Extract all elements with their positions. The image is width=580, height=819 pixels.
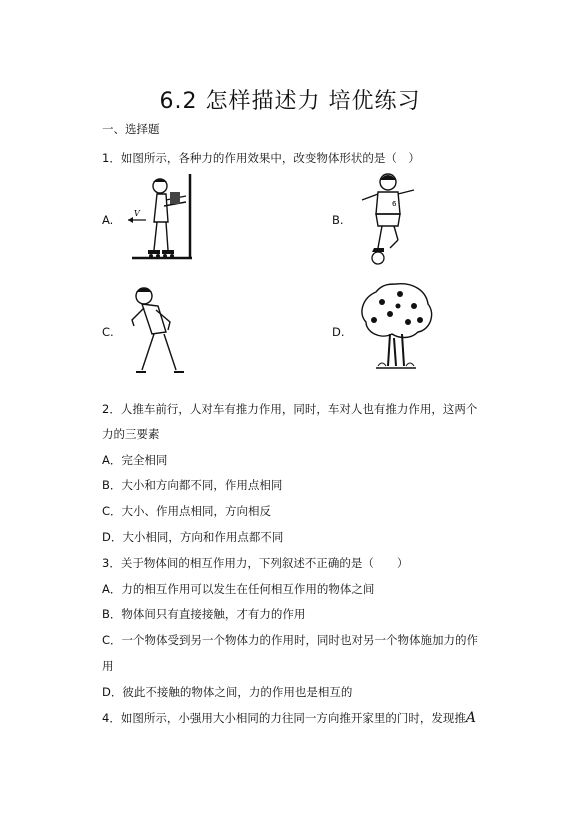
svg-text:6: 6 (392, 200, 397, 208)
svg-text:V: V (134, 209, 140, 218)
q2-option-d: D．大小相同，方向和作用点都不同 (102, 530, 284, 544)
question-4-stem-text: 4．如图所示，小强用大小相同的力往同一方向推开家里的门时，发现推 (102, 711, 466, 725)
section-heading: 一、选择题 (102, 122, 160, 136)
q1-option-a-label: A. (102, 213, 114, 227)
q3-option-c: C．一个物体受到另一个物体力的作用时，同时也对另一个物体施加力的作 (102, 633, 479, 647)
figure-d-fruit-tree (356, 280, 436, 372)
q3-option-d: D．彼此不接触的物体之间，力的作用也是相互的 (102, 685, 353, 699)
q2-option-c: C．大小、作用点相同，方向相反 (102, 504, 272, 518)
question-2-stem-line-1: 2．人推车前行，人对车有推力作用，同时，车对人也有推力作用，这两个 (102, 402, 478, 416)
question-2-stem-line-2: 力的三要素 (102, 427, 160, 441)
q3-option-c-continued: 用 (102, 659, 114, 673)
q3-option-a: A．力的相互作用可以发生在任何相互作用的物体之间 (102, 582, 375, 596)
question-4-stem (102, 710, 476, 726)
q2-option-a: A．完全相同 (102, 453, 168, 467)
q2-option-b: B．大小和方向都不同，作用点相同 (102, 478, 283, 492)
question-1-stem: 1．如图所示，各种力的作用效果中，改变物体形状的是（ ） (102, 151, 420, 165)
q1-option-b-label: B. (332, 213, 344, 227)
figure-c-person-stretching (122, 282, 188, 378)
q1-option-d-label: D. (332, 325, 345, 339)
q3-option-b: B．物体间只有直接接触，才有力的作用 (102, 607, 306, 621)
figure-a-person-pushing-wall (124, 170, 196, 262)
q1-option-c-label: C. (102, 325, 114, 339)
page-title: 6.2 怎样描述力 培优练习 (159, 89, 421, 114)
question-4-point-label: A (465, 710, 476, 726)
figure-b-boy-kicking-ball (356, 170, 422, 266)
question-3-stem: 3．关于物体间的相互作用力，下列叙述不正确的是（ ） (102, 556, 409, 570)
